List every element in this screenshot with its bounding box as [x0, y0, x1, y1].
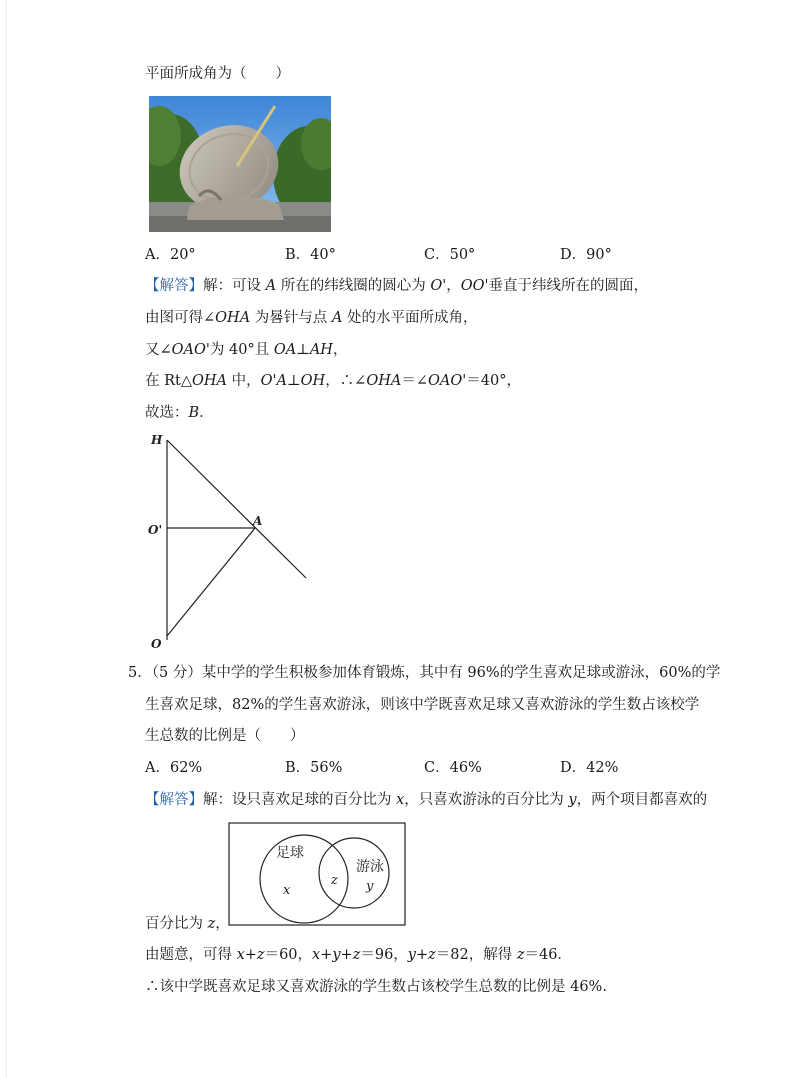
q5-option-a: A．62% [145, 760, 203, 776]
sundial-photo [149, 96, 331, 232]
geometry-diagram [140, 428, 320, 650]
q4-option-a: A．20° [145, 247, 196, 263]
label-a: A [253, 514, 263, 528]
venn-var-y: y [366, 879, 374, 894]
page-edge [6, 0, 7, 1078]
q4-answer-line-2: 由图可得∠OHA 为晷针与点 A 处的水平面所成角， [145, 310, 478, 326]
q4-answer-line-5: 故选：B． [145, 405, 214, 421]
q5-stem-line-2: 生喜欢足球，82%的学生喜欢游泳，则该中学既喜欢足球又喜欢游泳的学生数占该校学 [145, 697, 700, 713]
q4-stem-tail: 平面所成角为（ ） [145, 66, 290, 82]
q5-answer-line-1: 【解答】解：设只喜欢足球的百分比为 x，只喜欢游泳的百分比为 y，两个项目都喜欢的 [145, 792, 708, 808]
label-o: O [151, 637, 162, 650]
q5-option-c: C．46% [424, 760, 482, 776]
venn-diagram [228, 822, 408, 928]
venn-var-z: z [331, 873, 338, 888]
q5-number: 5． [128, 665, 152, 681]
label-h: H [151, 433, 163, 447]
answer-tag: 【解答】 [145, 792, 203, 808]
segment-oa [167, 528, 255, 636]
q5-answer-line-3: 由题意，可得 x+z＝60，x+y+z＝96，y+z＝82，解得 z＝46． [145, 947, 572, 963]
answer-tag: 【解答】 [145, 278, 203, 294]
q5-stem-line-1: 5．（5 分）某中学的学生积极参加体育锻炼，其中有 96%的学生喜欢足球或游泳，60%的学 [128, 665, 721, 681]
q5-stem-line-3: 生总数的比例是（ ） [145, 728, 305, 744]
label-o-prime: O' [148, 523, 163, 537]
q5-option-b: B．56% [285, 760, 343, 776]
q4-option-d: D．90° [560, 247, 612, 263]
q4-answer-line-4: 在 Rt△OHA 中，O'A⊥OH，∴∠OHA＝∠OAO'＝40°， [145, 373, 521, 389]
venn-var-x: x [283, 883, 291, 898]
q5-answer-line-4: ∴该中学既喜欢足球又喜欢游泳的学生数占该校学生总数的比例是 46%. [145, 979, 607, 995]
q4-option-c: C．50° [424, 247, 476, 263]
q4-answer-line-1: 【解答】解：可设 A 所在的纬线圈的圆心为 O'，OO'垂直于纬线所在的圆面， [145, 278, 648, 294]
segment-h-extended [167, 440, 306, 578]
q5-option-d: D．42% [560, 760, 619, 776]
q4-option-b: B．40° [285, 247, 336, 263]
q4-answer-line-3: 又∠OAO'为 40°且 OA⊥AH， [145, 342, 348, 358]
venn-label-football: 足球 [276, 845, 304, 861]
q5-answer-line-2: 百分比为 z， [145, 916, 230, 932]
venn-label-swimming: 游泳 [356, 859, 384, 875]
